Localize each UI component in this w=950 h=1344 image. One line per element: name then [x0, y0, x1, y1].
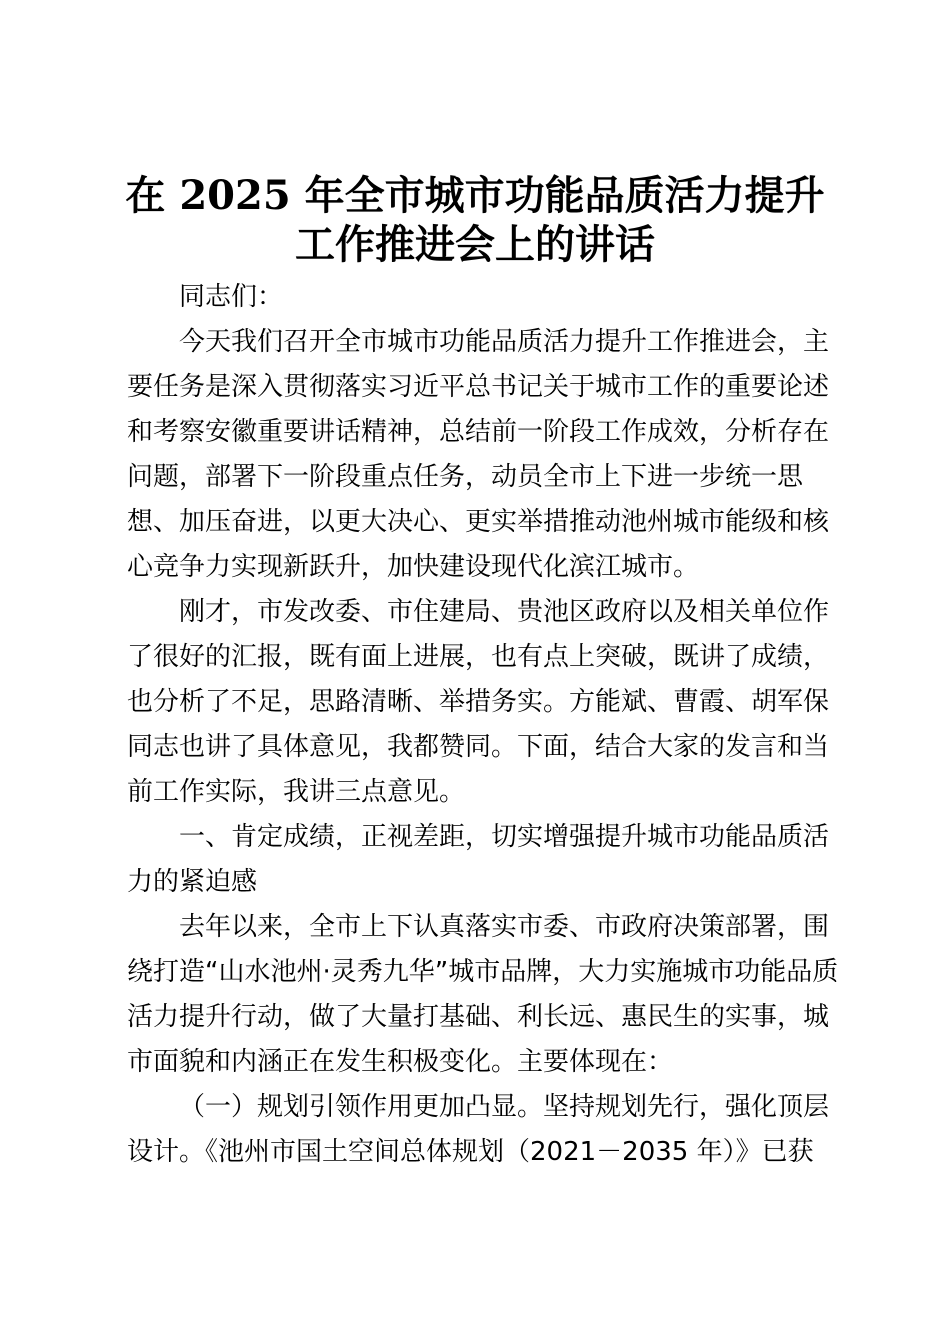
text-line: 同志们： [179, 282, 284, 312]
text-line: 想、加压奋进，以更大决心、更实举措推动池州城市能级和核 [127, 507, 830, 537]
salutation-paragraph [127, 275, 827, 320]
paragraph-opening [127, 320, 830, 590]
text-line: 活力提升行动，做了大量打基础、利长远、惠民生的实事，城 [127, 1002, 830, 1032]
document-title-line-2: 工作推进会上的讲话 [295, 221, 655, 268]
text-line: 一、肯定成绩，正视差距，切实增强提升城市功能品质活 [179, 822, 830, 852]
paragraph-reports [127, 590, 830, 815]
text-line: 市面貌和内涵正在发生积极变化。主要体现在： [127, 1047, 674, 1077]
text-line: 力的紧迫感 [127, 867, 258, 897]
text-line: （一）规划引领作用更加凸显。坚持规划先行，强化顶层 [179, 1092, 830, 1122]
text-line: 问题，部署下一阶段重点任务，动员全市上下进一步统一思 [127, 462, 804, 492]
paragraph-planning [127, 1085, 830, 1175]
text-line: 要任务是深入贯彻落实习近平总书记关于城市工作的重要论述 [127, 372, 830, 402]
text-line: 同志也讲了具体意见，我都赞同。下面，结合大家的发言和当 [127, 732, 830, 762]
text-line: 设计。《池州市国土空间总体规划（2021－2035 年）》已获 [127, 1137, 814, 1167]
text-line: 心竞争力实现新跃升，加快建设现代化滨江城市。 [127, 552, 700, 582]
text-line: 前工作实际，我讲三点意见。 [127, 777, 466, 807]
document-title-line-1: 在 2025 年全市城市功能品质活力提升 [125, 172, 825, 219]
section-heading-1 [127, 815, 830, 905]
text-line: 也分析了不足，思路清晰、举措务实。方能斌、曹霞、胡军保 [127, 687, 830, 717]
paragraph-achievements [127, 905, 839, 1085]
text-line: 和考察安徽重要讲话精神，总结前一阶段工作成效，分析存在 [127, 417, 830, 447]
text-line: 去年以来，全市上下认真落实市委、市政府决策部署，围 [179, 912, 830, 942]
text-line: 今天我们召开全市城市功能品质活力提升工作推进会，主 [179, 327, 830, 357]
text-line: 刚才，市发改委、市住建局、贵池区政府以及相关单位作 [179, 597, 830, 627]
text-line: 绕打造“山水池州·灵秀九华”城市品牌，大力实施城市功能品质 [127, 957, 839, 987]
text-line: 了很好的汇报，既有面上进展，也有点上突破，既讲了成绩， [127, 642, 830, 672]
